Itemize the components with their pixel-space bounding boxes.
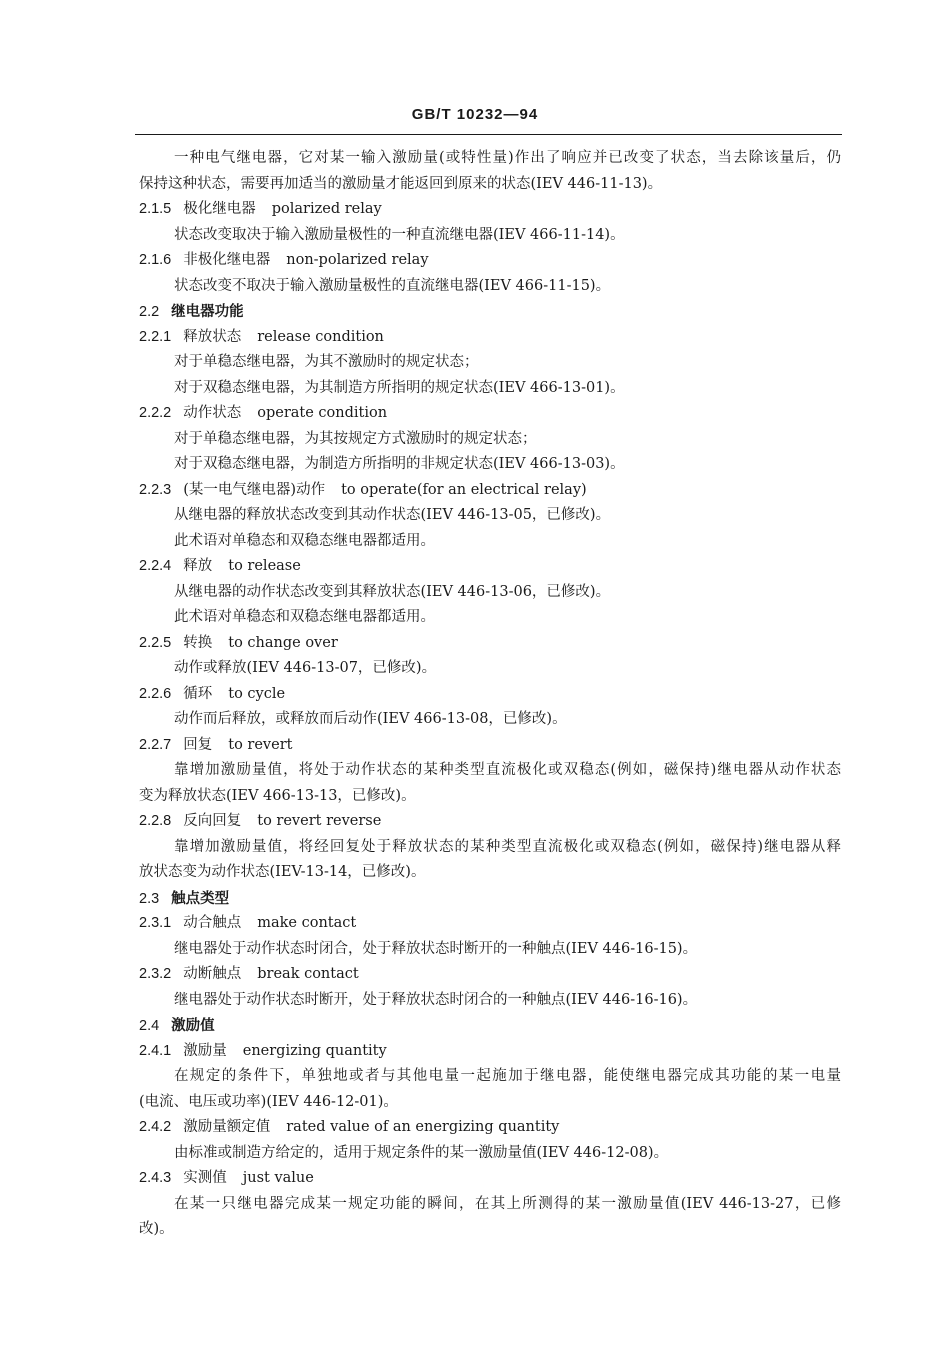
definition-line: 改)。 bbox=[139, 1221, 174, 1237]
term-english: to cycle bbox=[228, 685, 286, 702]
term-number: 2.2.7 bbox=[139, 736, 172, 753]
definition-line: 从继电器的动作状态改变到其释放状态(IEV 446-13-06，已修改)。 bbox=[174, 583, 611, 600]
term-heading bbox=[139, 809, 841, 835]
section-heading bbox=[139, 1013, 841, 1039]
term-heading bbox=[139, 1039, 841, 1065]
term-chinese: 实测值 bbox=[183, 1170, 227, 1186]
term-chinese: 转换 bbox=[183, 634, 213, 651]
term-english: operate condition bbox=[257, 405, 388, 421]
term-number: 2.1.6 bbox=[139, 252, 172, 268]
term-chinese: 循环 bbox=[183, 685, 213, 702]
definition-line: 此术语对单稳态和双稳态继电器都适用。 bbox=[174, 609, 435, 625]
term-number: 2.2.1 bbox=[139, 328, 172, 345]
term-english: to release bbox=[228, 558, 301, 574]
section-heading bbox=[139, 299, 841, 325]
term-number: 2.4.1 bbox=[139, 1042, 172, 1059]
section-title: 继电器功能 bbox=[171, 303, 244, 320]
term-english: rated value of an energizing quantity bbox=[286, 1119, 560, 1135]
definition-line: 动作而后释放，或释放而后动作(IEV 466-13-08，已修改)。 bbox=[174, 711, 567, 727]
term-chinese: 反向回复 bbox=[183, 813, 242, 829]
term-heading bbox=[139, 554, 841, 580]
definition-line: 此术语对单稳态和双稳态继电器都适用。 bbox=[174, 532, 435, 549]
term-english: just value bbox=[242, 1170, 314, 1186]
term-heading bbox=[139, 197, 841, 223]
term-heading bbox=[139, 911, 841, 937]
paragraph-line: 保持这种状态，需要再加适当的激励量才能返回到原来的状态(IEV 446-11-13)。 bbox=[139, 175, 663, 192]
header-rule bbox=[135, 134, 842, 135]
term-number: 2.2.3 bbox=[139, 481, 172, 498]
term-heading bbox=[139, 401, 841, 427]
term-chinese: 激励量 bbox=[183, 1042, 227, 1059]
term-chinese: 动断触点 bbox=[183, 966, 242, 982]
definition-line: 对于双稳态继电器，为其制造方所指明的规定状态(IEV 466-13-01)。 bbox=[174, 379, 625, 396]
term-number: 2.4.3 bbox=[139, 1170, 172, 1186]
term-chinese: 动作状态 bbox=[183, 405, 242, 421]
definition-line: 对于单稳态继电器，为其不激励时的规定状态； bbox=[174, 354, 479, 370]
term-heading bbox=[139, 325, 841, 351]
term-english: to revert bbox=[228, 736, 293, 753]
term-heading bbox=[139, 248, 841, 274]
definition-line: 在某一只继电器完成某一规定功能的瞬间，在其上所测得的某一激励量值(IEV 446-13-27，已修 bbox=[174, 1195, 841, 1212]
term-number: 2.2.5 bbox=[139, 634, 172, 651]
term-english: release condition bbox=[257, 328, 384, 345]
term-chinese: 动合触点 bbox=[183, 915, 242, 931]
definition-line: 继电器处于动作状态时断开，处于释放状态时闭合的一种触点(IEV 446-16-16)。 bbox=[174, 991, 698, 1008]
term-chinese: 激励量额定值 bbox=[183, 1119, 271, 1135]
definition-line: 动作或释放(IEV 446-13-07，已修改)。 bbox=[174, 660, 437, 676]
section-heading bbox=[139, 886, 841, 912]
definition-line: 变为释放状态(IEV 466-13-13，已修改)。 bbox=[139, 787, 416, 804]
term-number: 2.4.2 bbox=[139, 1119, 172, 1135]
term-english: to change over bbox=[228, 634, 338, 651]
term-chinese: 释放 bbox=[183, 558, 213, 574]
term-heading bbox=[139, 1115, 841, 1141]
section-number: 2.3 bbox=[139, 890, 160, 907]
term-heading bbox=[139, 478, 841, 504]
section-title: 激励值 bbox=[171, 1017, 215, 1034]
term-chinese: 释放状态 bbox=[183, 328, 242, 345]
term-heading bbox=[139, 631, 841, 657]
definition-line: 状态改变不取决于输入激励量极性的直流继电器(IEV 466-11-15)。 bbox=[174, 277, 611, 294]
section-title: 触点类型 bbox=[171, 889, 230, 907]
term-number: 2.3.1 bbox=[139, 915, 172, 931]
term-english: energizing quantity bbox=[242, 1042, 387, 1059]
term-heading bbox=[139, 733, 841, 759]
definition-line: (电流、电压或功率)(IEV 446-12-01)。 bbox=[139, 1093, 398, 1110]
definition-line: 靠增加激励量值，将经回复处于释放状态的某种类型直流极化或双稳态(例如，磁保持)继电器从释 bbox=[174, 838, 841, 855]
document-body bbox=[139, 146, 841, 1243]
section-number: 2.4 bbox=[139, 1018, 160, 1034]
term-english: to revert reverse bbox=[257, 813, 382, 829]
definition-line: 状态改变取决于输入激励量极性的一种直流继电器(IEV 466-11-14)。 bbox=[174, 226, 625, 243]
term-chinese: 回复 bbox=[183, 736, 213, 753]
page-header: GB/T 10232—94 bbox=[411, 106, 539, 123]
term-english: polarized relay bbox=[271, 201, 382, 217]
term-number: 2.2.4 bbox=[139, 558, 172, 574]
term-chinese: 极化继电器 bbox=[183, 201, 256, 217]
term-heading bbox=[139, 1166, 841, 1192]
term-number: 2.1.5 bbox=[139, 201, 172, 217]
term-number: 2.2.2 bbox=[139, 405, 172, 421]
term-english: make contact bbox=[257, 915, 357, 931]
term-english: to operate(for an electrical relay) bbox=[341, 481, 587, 498]
term-heading bbox=[139, 682, 841, 708]
paragraph-line: 一种电气继电器，它对某一输入激励量(或特性量)作出了响应并已改变了状态，当去除该量后，仍 bbox=[174, 150, 841, 166]
term-english: break contact bbox=[257, 966, 359, 982]
definition-line: 放状态变为动作状态(IEV-13-14，已修改)。 bbox=[139, 864, 426, 880]
section-number: 2.2 bbox=[139, 304, 160, 320]
definition-line: 从继电器的释放状态改变到其动作状态(IEV 446-13-05，已修改)。 bbox=[174, 507, 611, 523]
term-chinese: 非极化继电器 bbox=[183, 252, 271, 268]
term-chinese: (某一电气继电器)动作 bbox=[183, 481, 326, 498]
definition-line: 对于双稳态继电器，为制造方所指明的非规定状态(IEV 466-13-03)。 bbox=[174, 456, 625, 472]
definition-line: 对于单稳态继电器，为其按规定方式激励时的规定状态； bbox=[174, 430, 537, 447]
definition-line: 由标准或制造方给定的，适用于规定条件的某一激励量值(IEV 446-12-08)。 bbox=[174, 1144, 669, 1161]
term-number: 2.2.6 bbox=[139, 685, 172, 702]
term-english: non-polarized relay bbox=[286, 252, 429, 268]
definition-line: 在规定的条件下，单独地或者与其他电量一起施加于继电器，能使继电器完成其功能的某一电量 bbox=[174, 1068, 841, 1084]
term-number: 2.2.8 bbox=[139, 813, 172, 829]
term-heading bbox=[139, 962, 841, 988]
definition-line: 靠增加激励量值，将处于动作状态的某种类型直流极化或双稳态(例如，磁保持)继电器从动作状态 bbox=[174, 762, 841, 778]
definition-line: 继电器处于动作状态时闭合，处于释放状态时断开的一种触点(IEV 446-16-15)。 bbox=[174, 940, 698, 957]
term-number: 2.3.2 bbox=[139, 966, 172, 982]
